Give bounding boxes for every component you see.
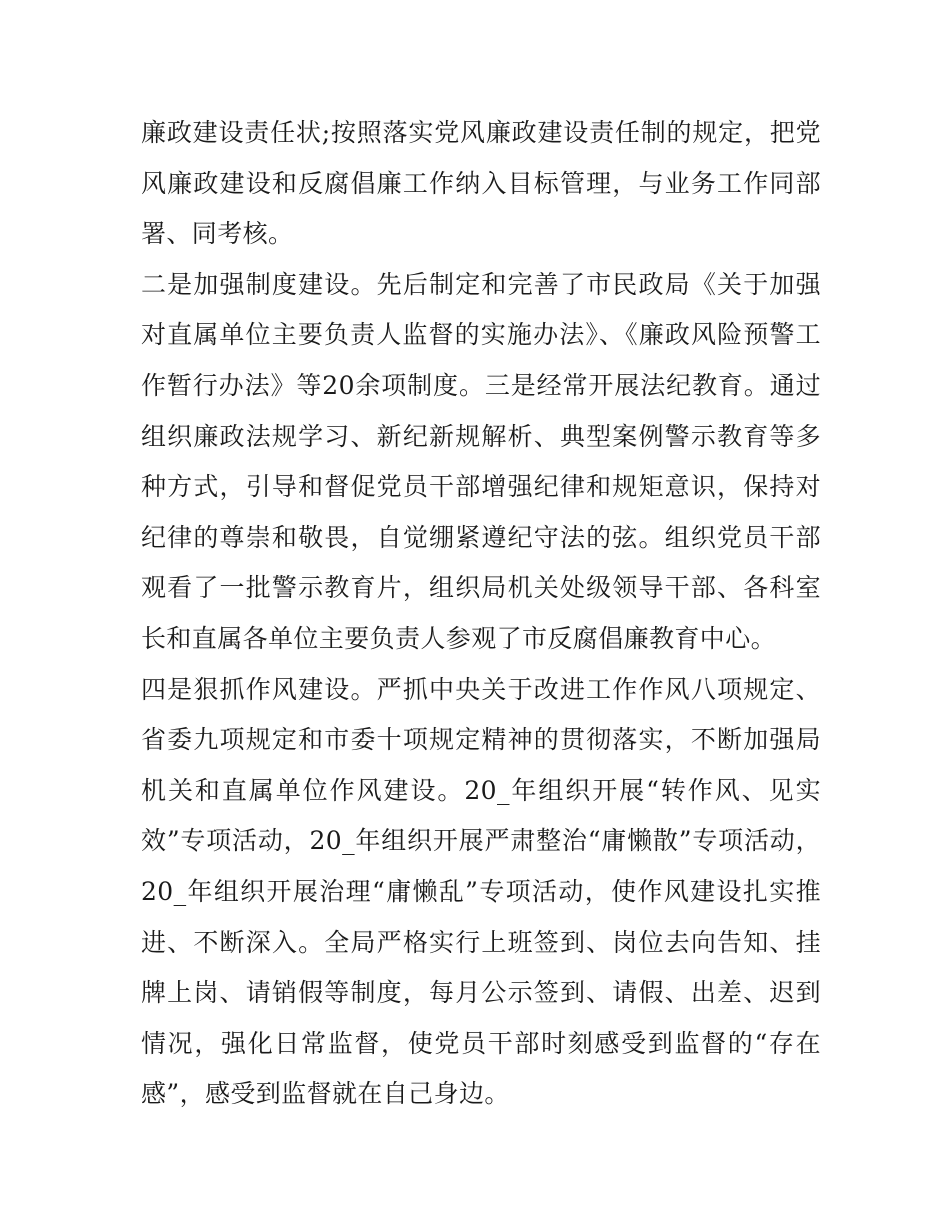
paragraph-system-building: 二是加强制度建设。先后制定和完善了市民政局《关于加强对直属单位主要负责人监督的实施办法》、《廉政风险预警工作暂行办法》等20余项制度。三是经常开展法纪教育。通过组织廉政法规学习、新纪新规解析、典型案例警示教育等多种方式，引导和督促党员干部增强纪律和规矩意识，保持对纪律的尊崇和敬畏，自觉绷紧遵纪守法的弦。组织党员干部观看了一批警示教育片，组织局机关处级领导干部、各科室长和直属各单位主要负责人参观了市反腐倡廉教育中心。 (141, 269, 821, 653)
paragraph-responsibility: 廉政建设责任状;按照落实党风廉政建设责任制的规定，把党风廉政建设和反腐倡廉工作纳入目标管理，与业务工作同部署、同考核。 (141, 118, 821, 249)
paragraph-work-style: 四是狠抓作风建设。严抓中央关于改进工作作风八项规定、省委九项规定和市委十项规定精神的贯彻落实，不断加强局机关和直属单位作风建设。20_年组织开展“转作风、见实效”专项活动，20_年组织开展严肃整治“庸懒散”专项活动，20_年组织开展治理“庸懒乱”专项活动，使作风建设扎实推进、不断深入。全局严格实行上班签到、岗位去向告知、挂牌上岗、请销假等制度，每月公示签到、请假、出差、迟到情况，强化日常监督，使党员干部时刻感受到监督的“存在感”，感受到监督就在自己身边。 (141, 674, 821, 1109)
document-body (141, 108, 821, 1120)
